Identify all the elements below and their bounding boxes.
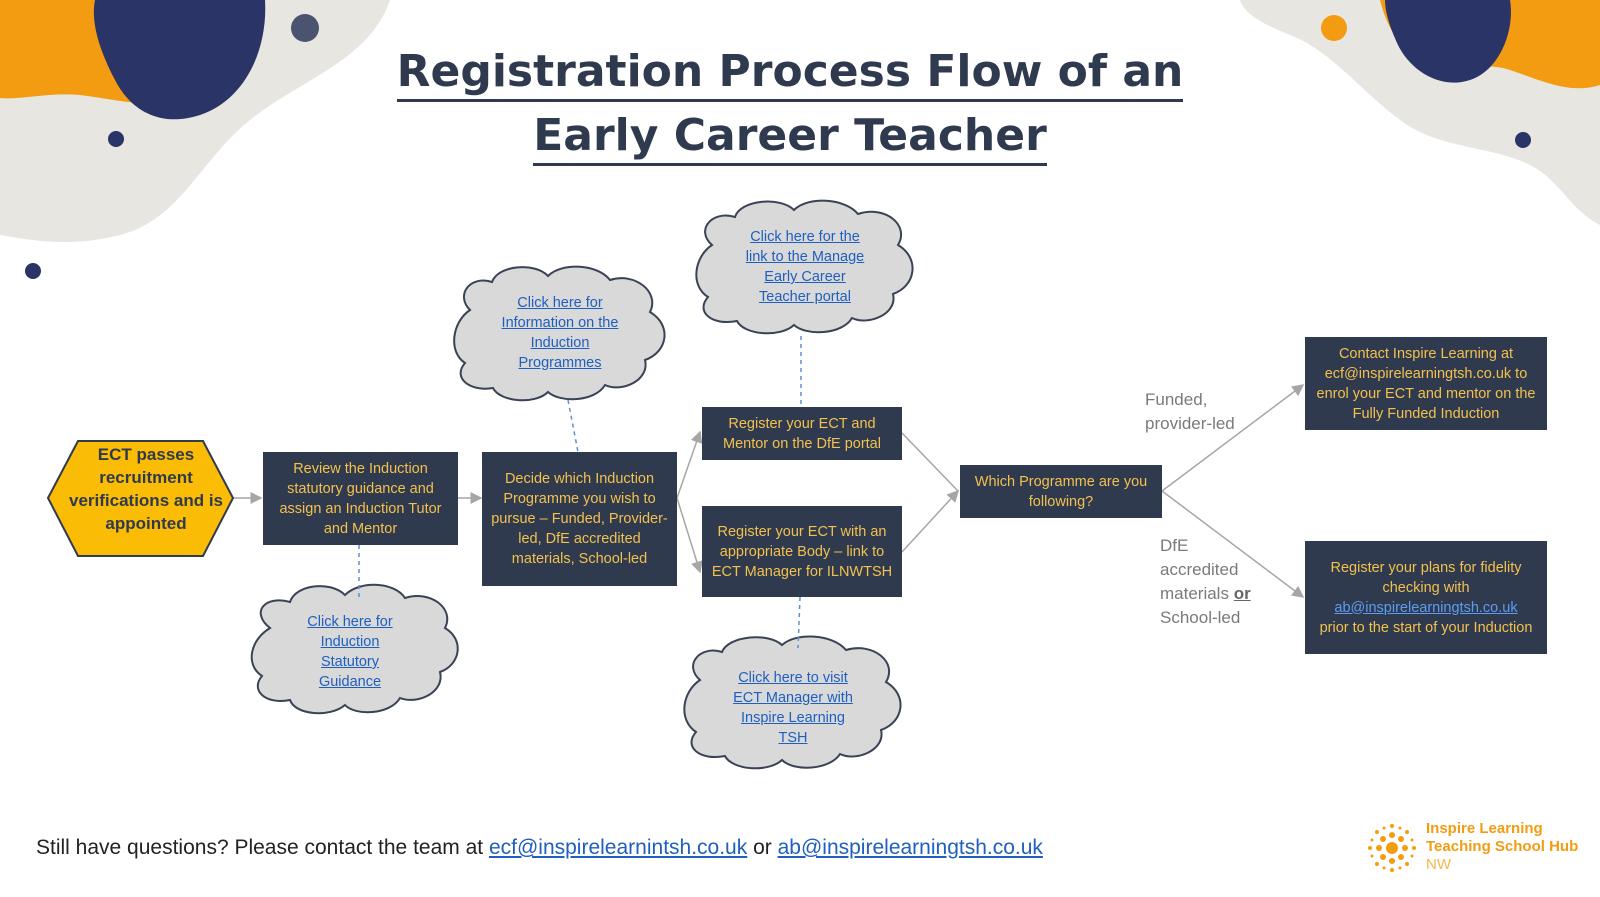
link-statutory-guidance[interactable]: Click here for Induction Statutory Guidance <box>307 614 393 690</box>
box-register-dfe-label: Register your ECT and Mentor on the DfE portal <box>723 415 881 452</box>
start-label: ECT passes recruitment verifications and is appointed <box>69 445 223 533</box>
box-fidelity-label <box>1313 558 1539 638</box>
link-manage-portal[interactable]: Click here for the link to the Manage Early Career Teacher portal <box>745 229 865 305</box>
box-contact-funded <box>1305 337 1547 430</box>
page-title <box>380 40 1200 168</box>
footer-email-ab[interactable]: ab@inspirelearningtsh.co.uk <box>777 836 1043 859</box>
box-which-label: Which Programme are you following? <box>974 473 1148 510</box>
footer-text: Still have questions? Please contact the team at <box>36 836 484 859</box>
box-register-body-label: Register your ECT with an appropriate Body – link to ECT Manager for ILNWTSH <box>711 523 893 580</box>
box-fidelity-checking <box>1305 541 1547 654</box>
footer-contact <box>36 836 1043 860</box>
title-line-2: Early Career Teacher <box>533 109 1047 166</box>
fidelity-text-2: prior to the start of your Induction <box>1319 619 1533 636</box>
box-contact-label: Contact Inspire Learning at ecf@inspirelearningtsh.co.uk to enrol your ECT and mentor on the Fully Funded Induction <box>1316 345 1536 422</box>
decor-top-right <box>1240 0 1600 225</box>
logo <box>1426 820 1578 874</box>
footer-or: or <box>753 836 772 859</box>
link-induction-programmes[interactable]: Click here for Information on the Induction Programmes <box>501 295 619 371</box>
edge-label-dfe-2: School-led <box>1160 608 1241 627</box>
box-review-guidance <box>263 452 458 545</box>
logo-line-3: NW <box>1426 856 1451 873</box>
box-register-body <box>702 506 902 597</box>
logo-line-1: Inspire Learning <box>1426 820 1543 837</box>
edge-label-dfe <box>1160 534 1270 630</box>
box-which-programme <box>960 465 1162 518</box>
footer-email-ecf[interactable]: ecf@inspirelearnintsh.co.uk <box>488 836 748 859</box>
box-decide-label: Decide which Induction Programme you wish to pursue – Funded, Provider-led, DfE accredited materials, School-led <box>491 471 668 567</box>
logo-line-2: Teaching School Hub <box>1426 838 1579 855</box>
edge-label-funded: Funded, provider-led <box>1145 390 1235 433</box>
fidelity-text-1: Register your plans for fidelity checking with <box>1330 559 1522 596</box>
edge-label-dfe-or: or <box>1233 584 1251 603</box>
fidelity-email-link[interactable]: ab@inspirelearningtsh.co.uk <box>1334 599 1518 616</box>
box-review-label: Review the Induction statutory guidance and assign an Induction Tutor and Mentor <box>279 460 442 537</box>
box-decide-programme <box>482 452 677 586</box>
title-line-1: Registration Process Flow of an <box>397 45 1184 102</box>
link-ect-manager[interactable]: Click here to visit ECT Manager with Inspire Learning TSH <box>733 670 853 746</box>
logo-icon <box>1368 824 1416 872</box>
box-register-dfe <box>702 407 902 460</box>
edge-label-dfe-1: DfE accredited materials <box>1160 536 1239 603</box>
decor-top-left <box>0 0 390 279</box>
